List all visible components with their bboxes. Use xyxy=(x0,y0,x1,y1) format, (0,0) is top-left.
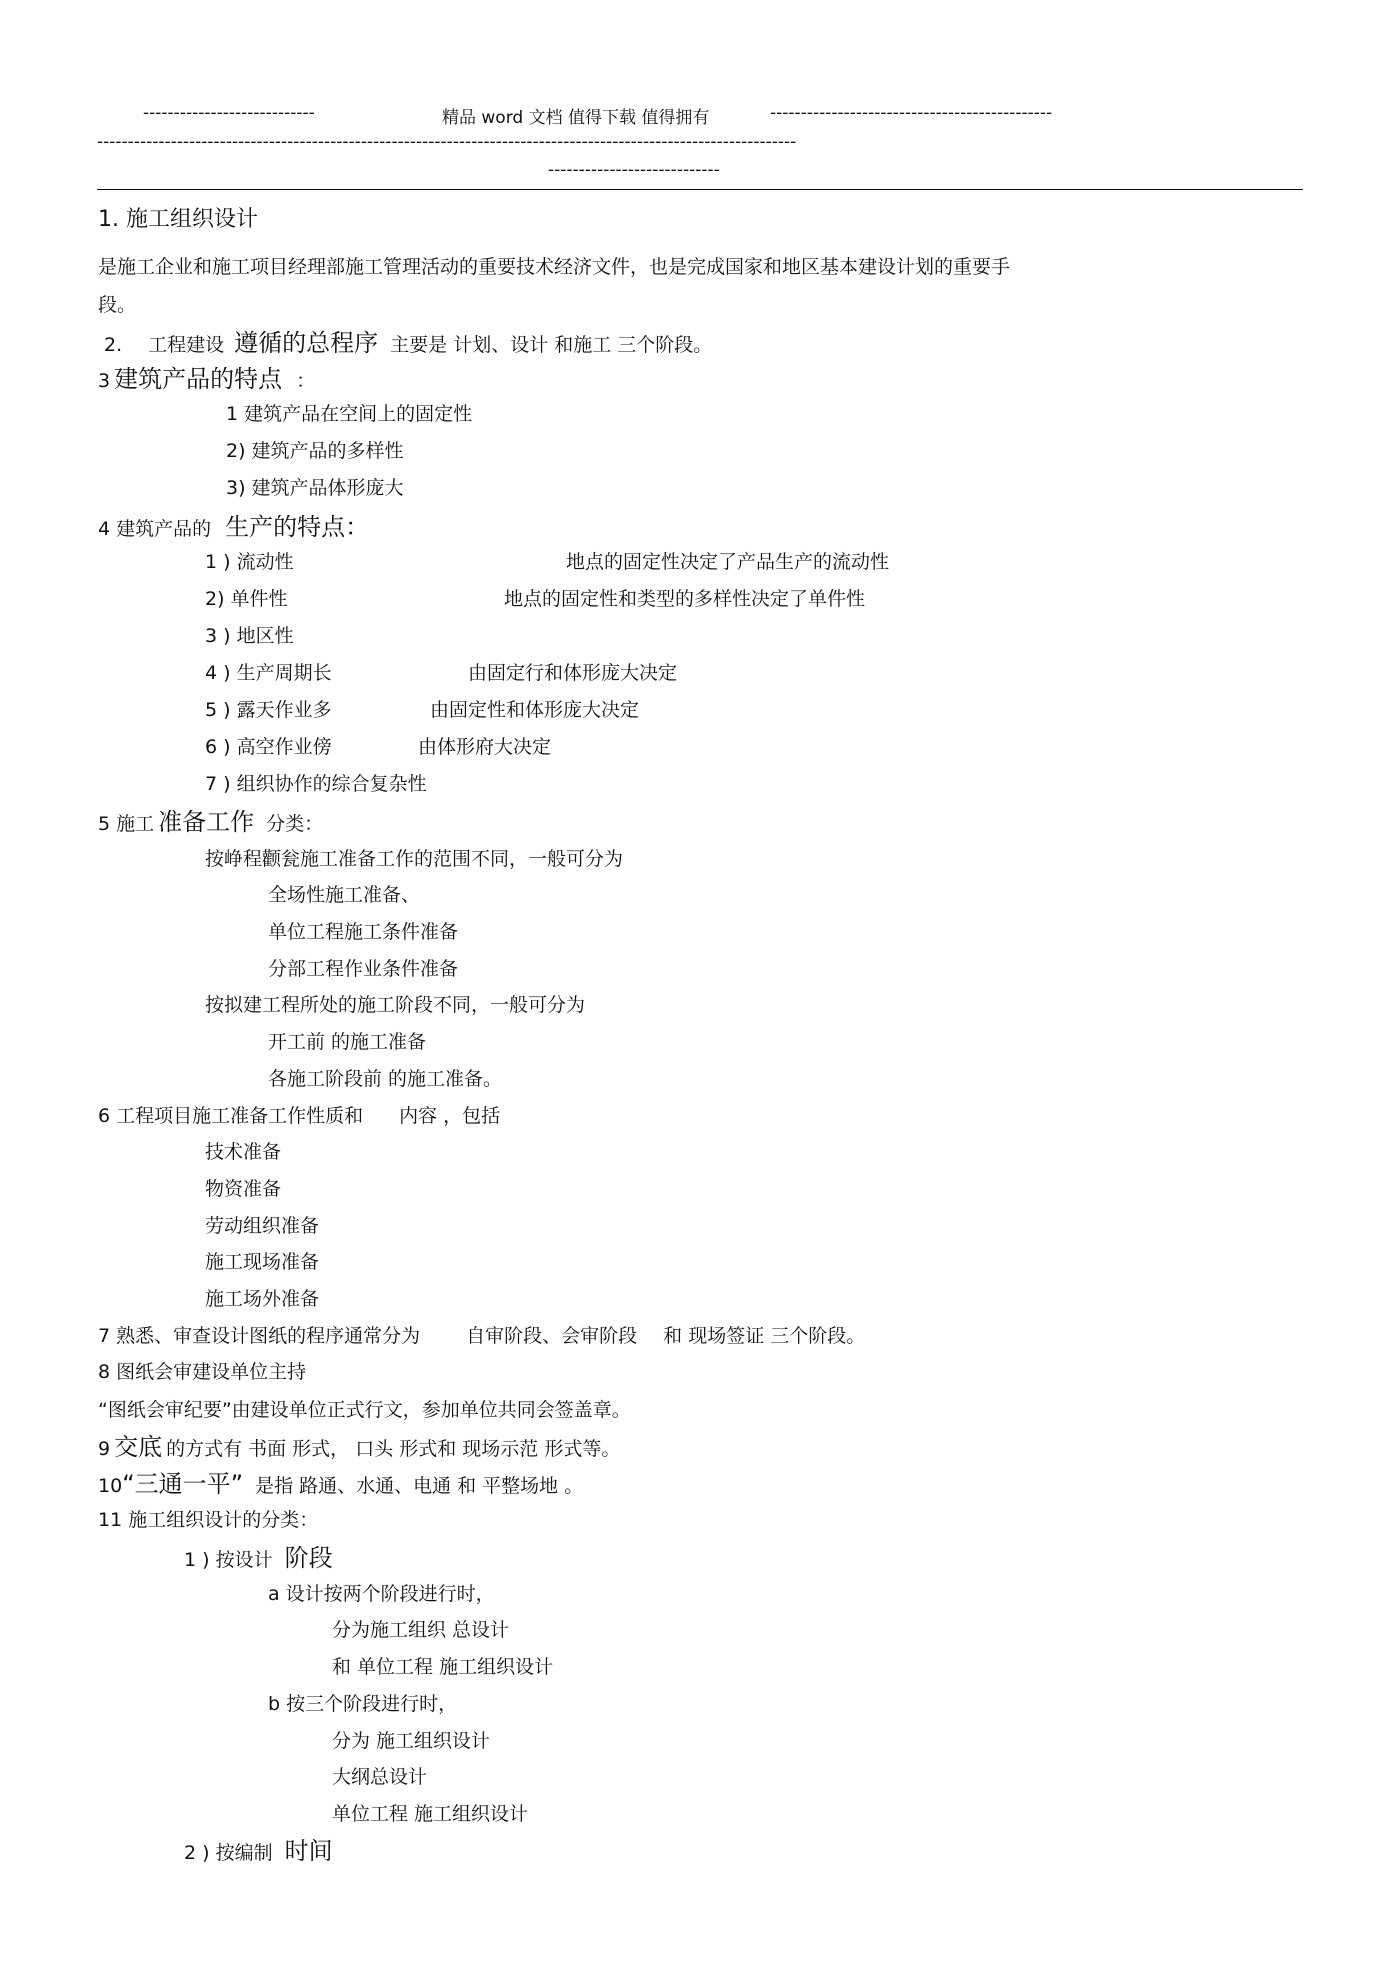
section-4-emphasis: 生产的特点： xyxy=(225,513,370,541)
section-3-number: 3 xyxy=(98,370,111,392)
section-4-text-a: 4 建筑产品的 xyxy=(98,518,212,540)
section-3-emphasis: 建筑产品的特点 xyxy=(114,365,283,393)
section-10-number: 10 xyxy=(98,1475,123,1497)
section-5-group-1-item: 单位工程施工条件准备 xyxy=(268,921,459,943)
section-10-text: 是指 路通、水通、电通 和 平整场地 。 xyxy=(255,1475,584,1497)
section-4-item-note: 地点的固定性和类型的多样性决定了单件性 xyxy=(504,588,866,610)
section-8-text: “图纸会审纪要”由建设单位正式行文，参加单位共同会签盖章。 xyxy=(98,1399,631,1421)
section-4-item-label: 1 ) 流动性 xyxy=(205,551,294,573)
section-7-text-c: 和 现场签证 三个阶段。 xyxy=(663,1325,866,1347)
section-9-text: 的方式有 书面 形式， 口头 形式和 现场示范 形式等。 xyxy=(166,1438,621,1460)
section-6-text-a: 6 工程项目施工准备工作性质和 xyxy=(98,1105,364,1127)
section-11-a-item: 和 单位工程 施工组织设计 xyxy=(332,1656,554,1678)
section-6-item: 物资准备 xyxy=(205,1178,282,1200)
section-5-group-1: 按峥程颧瓮施工准备工作的范围不同，一般可分为 xyxy=(205,848,624,870)
section-7-text-b: 自审阶段、会审阶段 xyxy=(466,1325,638,1347)
section-9-emphasis: 交底 xyxy=(114,1433,163,1461)
section-11-point-1-text: 1 ) 按设计 xyxy=(184,1549,273,1571)
section-11-b-heading: b 按三个阶段进行时， xyxy=(268,1693,458,1715)
section-4-item-note: 由固定性和体形庞大决定 xyxy=(430,699,640,721)
section-6-item: 施工场外准备 xyxy=(205,1288,320,1310)
section-5-group-2-item: 开工前 的施工准备 xyxy=(268,1031,427,1053)
section-4-item-note: 由体形府大决定 xyxy=(418,736,552,758)
section-2-text-a: 工程建设 xyxy=(148,334,225,356)
section-11-b-item: 分为 施工组织设计 xyxy=(332,1730,491,1752)
section-6-item: 施工现场准备 xyxy=(205,1251,320,1273)
section-6-heading xyxy=(98,1107,500,1126)
section-5-group-2: 按拟建工程所处的施工阶段不同，一般可分为 xyxy=(205,994,586,1016)
section-3-item: 1 建筑产品在空间上的固定性 xyxy=(226,403,473,425)
section-11-point-2-text: 2 ) 按编制 xyxy=(184,1842,273,1864)
section-4-item-note: 由固定行和体形庞大决定 xyxy=(468,662,678,684)
section-4-heading xyxy=(98,515,369,539)
section-4-item-label: 2) 单件性 xyxy=(205,588,288,610)
header-right-dashes: ---------------------------------------------- xyxy=(770,103,1053,123)
section-8-heading: 8 图纸会审建设单位主持 xyxy=(98,1361,307,1383)
section-4-item-label: 5 ) 露天作业多 xyxy=(205,699,332,721)
section-5-text-b: 分类： xyxy=(266,813,324,835)
section-2-text-b: 主要是 计划、设计 和施工 三个阶段。 xyxy=(390,334,713,356)
section-7-text-a: 7 熟悉、审查设计图纸的程序通常分为 xyxy=(98,1325,421,1347)
section-4-item-label: 4 ) 生产周期长 xyxy=(205,662,332,684)
section-1-heading: 1. 施工组织设计 xyxy=(98,207,258,232)
section-11-point-2 xyxy=(184,1839,333,1863)
header-left-dashes: ---------------------------- xyxy=(143,103,315,123)
section-7-line xyxy=(98,1327,865,1346)
header-line3-dashes: ---------------------------- xyxy=(548,160,720,180)
section-3-colon: ： xyxy=(296,370,316,392)
section-1-text-a: 是施工企业和施工项目经理部施工管理活动的重要技术经济文件，也是完成国家和地区基本建设计划的重要手 xyxy=(98,256,1011,278)
header-rule xyxy=(97,189,1303,190)
section-2-emphasis: 遵循的总程序 xyxy=(234,329,379,357)
section-10-emphasis: “三通一平” xyxy=(122,1470,244,1498)
section-11-heading: 11 施工组织设计的分类： xyxy=(98,1509,319,1531)
section-11-point-1 xyxy=(184,1546,333,1570)
section-5-group-1-item: 分部工程作业条件准备 xyxy=(268,958,459,980)
section-4-item-label: 6 ) 高空作业傍 xyxy=(205,736,332,758)
section-3-item: 2) 建筑产品的多样性 xyxy=(226,440,404,462)
section-1-text-b: 段。 xyxy=(98,294,137,316)
header-line2-dashes: ------------------------------------------------------------------------------------------------------------------ xyxy=(97,132,797,152)
section-5-text-a: 5 施工 xyxy=(98,813,155,835)
section-5-emphasis: 准备工作 xyxy=(158,808,255,836)
section-11-a-heading: a 设计按两个阶段进行时， xyxy=(268,1583,495,1605)
section-6-item: 技术准备 xyxy=(205,1141,282,1163)
section-11-point-2-emphasis: 时间 xyxy=(284,1837,333,1865)
section-5-group-1-item: 全场性施工准备、 xyxy=(268,884,421,906)
section-6-text-b: 内容 ，包括 xyxy=(399,1105,501,1127)
section-3-heading xyxy=(98,367,315,391)
section-6-item: 劳动组织准备 xyxy=(205,1215,320,1237)
section-2-line xyxy=(104,331,712,355)
section-4-item-label: 3 ) 地区性 xyxy=(205,625,294,647)
section-11-point-1-emphasis: 阶段 xyxy=(284,1544,333,1572)
section-11-a-item: 分为施工组织 总设计 xyxy=(332,1619,510,1641)
section-5-heading xyxy=(98,810,323,834)
section-11-b-item: 单位工程 施工组织设计 xyxy=(332,1803,529,1825)
header-title: 精品 word 文档 值得下载 值得拥有 xyxy=(442,108,710,128)
section-10-line xyxy=(98,1472,583,1496)
section-2-number: 2. xyxy=(104,334,123,356)
section-3-item: 3) 建筑产品体形庞大 xyxy=(226,477,404,499)
section-11-b-item: 大纲总设计 xyxy=(332,1766,428,1788)
section-9-line xyxy=(98,1435,620,1459)
section-9-number: 9 xyxy=(98,1438,111,1460)
section-4-item-note: 地点的固定性决定了产品生产的流动性 xyxy=(566,551,890,573)
section-4-item-label: 7 ) 组织协作的综合复杂性 xyxy=(205,773,427,795)
section-5-group-2-item: 各施工阶段前 的施工准备。 xyxy=(268,1068,503,1090)
